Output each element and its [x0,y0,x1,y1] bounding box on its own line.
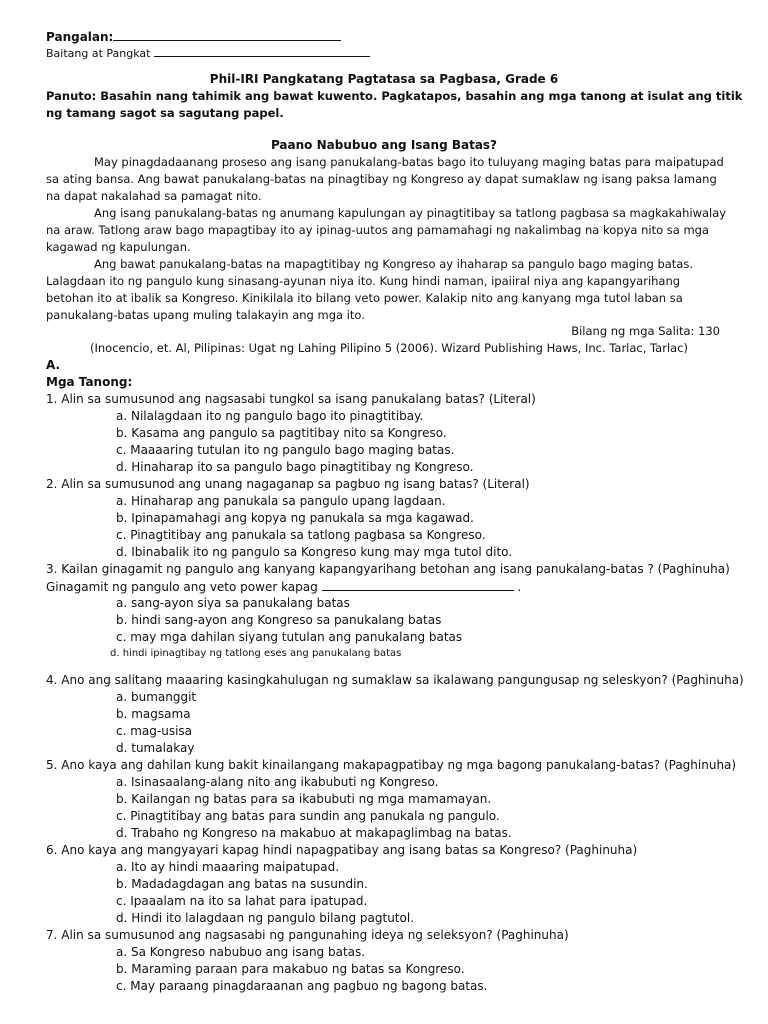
choice: b. Kailangan ng batas para sa ikabubuti ng mga mamamayan. [116,792,492,806]
choice: b. Madadagdagan ang batas na susundin. [116,877,368,891]
choice: a. Isinasaalang-alang nito ang ikabubuti ng Kongreso. [116,775,439,789]
choice: d. Trabaho ng Kongreso na makabuo at makapaglimbag na batas. [116,826,512,840]
story-line: sa ating bansa. Ang bawat panukalang-batas na pinagtibay ng Kongreso ay dapat sumaklaw ng isang paksa lamang [46,172,717,186]
story-line: betohan ito at ibalik sa Kongreso. Kinikilala ito bilang veto power. Kalakip nito ang kanyang mga tutol laban sa [46,291,683,305]
choice: d. Ibinabalik ito ng pangulo sa Kongreso kung may mga tutol dito. [116,545,513,559]
choice: b. Kasama ang pangulo sa pagtitibay nito sa Kongreso. [116,426,447,440]
question-stem: 2. Alin sa sumusunod ang unang nagaganap sa pagbuo ng isang batas? (Literal) [46,477,530,491]
choice: d. Hindi ito lalagdaan ng pangulo bilang pagtutol. [116,911,415,925]
question-fill-in [46,578,521,595]
name-label: Pangalan: [46,30,114,44]
question-stem: 5. Ano kaya ang dahilan kung bakit kinailangang makapagpatibay ng mga bagong panukalang-batas? (Paghinuha) [46,758,737,772]
question-stem: 3. Kailan ginagamit ng pangulo ang kanyang kapangyarihang betohan ang isang panukalang-batas ? (Paghinuha) [46,562,730,576]
question-stem-continued: Ginagamit ng pangulo ang veto power kapag [46,580,318,594]
instructions-line-2: ng tamang sagot sa sagutang papel. [46,106,284,120]
choice: d. Hinaharap ito sa pangulo bago pinagtitibay ng Kongreso. [116,460,474,474]
choice: b. hindi sang-ayon ang Kongreso sa panukalang batas [116,613,442,627]
choice: c. May paraang pinagdaraanan ang pagbuo ng bagong batas. [116,979,488,993]
story-line: na araw. Tatlong araw bago mapagtibay ito ay ipinag-uutos ang pamamahagi ng nakalimbag na kopya nito sa mga [46,223,710,237]
choice: b. Ipinapamahagi ang kopya ng panukala sa mga kagawad. [116,511,474,525]
choice: c. mag-usisa [116,724,193,738]
instructions-line-1: Panuto: Basahin nang tahimik ang bawat kuwento. Pagkatapos, basahin ang mga tanong at isulat ang titik [46,89,743,103]
stem-period: . [517,580,522,594]
citation: (Inocencio, et. Al, Pilipinas: Ugat ng Lahing Pilipino 5 (2006). Wizard Publishing Haws, Inc. Tarlac, Tarlac) [90,341,689,355]
choice: d. hindi ipinagtibay ng tatlong eses ang panukalang batas [110,648,402,659]
choice: a. Hinaharap ang panukala sa pangulo upang lagdaan. [116,494,446,508]
choice: c. Pinagtitibay ang batas para sundin ang panukala ng pangulo. [116,809,500,823]
grade-label: Baitang at Pangkat [46,47,151,60]
question-stem: 7. Alin sa sumusunod ang nagsasabi ng pangunahing ideya ng seleksyon? (Paghinuha) [46,928,569,942]
question-stem: 1. Alin sa sumusunod ang nagsasabi tungkol sa isang panukalang batas? (Literal) [46,392,536,406]
story-line: Lalagdaan ito ng pangulo kung sinasang-ayunan niya ito. Kung hindi naman, ipaiiral niya ang kapangyarihang [46,274,681,288]
question-stem: 4. Ano ang salitang maaaring kasingkahulugan ng sumaklaw sa ikalawang pangungusap ng seleskyon? (Paghinuha) [46,673,744,687]
choice: c. may mga dahilan siyang tutulan ang panukalang batas [116,630,463,644]
question-stem: 6. Ano kaya ang mangyayari kapag hindi napagpatibay ang isang batas sa Kongreso? (Paghinuha) [46,843,638,857]
section-label: A. [46,358,61,372]
story-line: panukalang-batas upang muling talakayin ang mga ito. [46,308,365,322]
choice: a. sang-ayon siya sa panukalang batas [116,596,350,610]
choice: b. Maraming paraan para makabuo ng batas sa Kongreso. [116,962,465,976]
story-line: Ang isang panukalang-batas ng anumang kapulungan ay pinagtitibay sa tatlong pagbasa sa magkakahiwalay [94,206,727,220]
choice: c. Pinagtitibay ang panukala sa tatlong pagbasa sa Kongreso. [116,528,486,542]
choice: b. magsama [116,707,191,721]
story-line: May pinagdadaanang proseso ang isang panukalang-batas bago ito tuluyang maging batas para maipatupad [94,155,724,169]
page-title: Phil-IRI Pangkatang Pagtatasa sa Pagbasa, Grade 6 [209,72,559,86]
story-line: na dapat nakalahad sa pamagat nito. [46,189,262,203]
choice: a. Nilalagdaan ito ng pangulo bago ito pinagtitibay. [116,409,424,423]
story-line: Ang bawat panukalang-batas na mapagtitibay ng Kongreso ay ihaharap sa pangulo bago maging batas. [94,257,693,271]
grade-field [46,44,370,62]
choice: a. bumanggit [116,690,197,704]
questions-heading: Mga Tanong: [46,375,133,389]
name-field [46,28,341,45]
name-blank[interactable] [113,28,341,41]
word-count: Bilang ng mga Salita: 130 [571,324,720,338]
story-title: Paano Nabubuo ang Isang Batas? [270,138,498,152]
choice: c. Maaaaring tutulan ito ng pangulo bago maging batas. [116,443,455,457]
choice: c. Ipaaalam na ito sa lahat para ipatupad. [116,894,368,908]
grade-blank[interactable] [154,44,370,57]
story-line: kagawad ng kapulungan. [46,240,191,254]
choice: d. tumalakay [116,741,195,755]
choice: a. Ito ay hindi maaaring maipatupad. [116,860,340,874]
choice: a. Sa Kongreso nabubuo ang isang batas. [116,945,366,959]
answer-blank[interactable] [322,578,514,591]
